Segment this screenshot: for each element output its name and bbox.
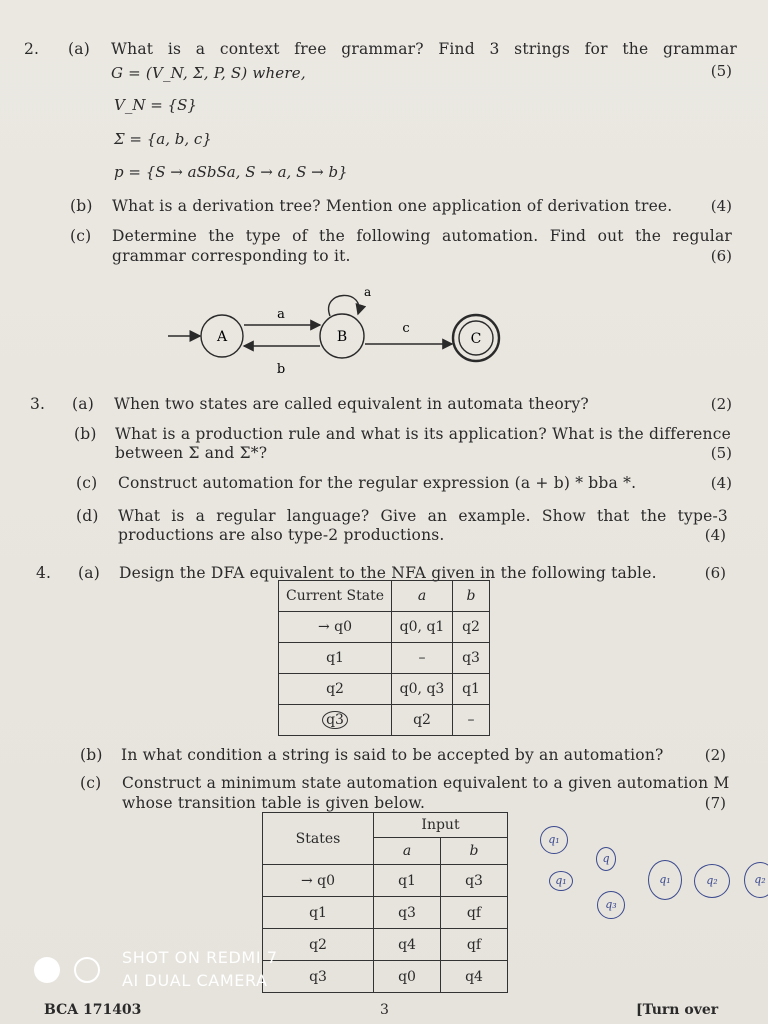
camera-watermark — [122, 946, 278, 992]
nfa-header-cell: Current State — [279, 581, 392, 612]
q2-vn: V_N = {S} — [114, 96, 197, 114]
q3b-marks: (5) — [710, 444, 732, 462]
q2-productions: p = {S → aSbSa, S → a, S → b} — [114, 163, 348, 181]
q3c-text: Construct automation for the regular expression (a + b) * bba *. — [118, 474, 637, 492]
watermark-dot-filled — [34, 957, 60, 983]
nfa-row — [279, 674, 490, 705]
q2a-line2: G = (V_N, Σ, P, S) where, — [111, 64, 306, 82]
dfa-table — [262, 812, 508, 993]
dfa-cell: qf — [441, 929, 508, 961]
nfa-cell: q0, q3 — [392, 674, 453, 705]
q3d-line1: What is a regular language? Give an example. Show that the type-3 — [118, 507, 728, 525]
q4c-marks: (7) — [704, 794, 726, 812]
q4c-line1: Construct a minimum state automation equivalent to a given automation M — [122, 774, 730, 792]
nfa-cell: q3 — [453, 643, 490, 674]
dfa-cell: → q0 — [263, 865, 374, 897]
q4c-line2: whose transition table is given below. — [122, 794, 426, 812]
q4-number: 4. — [36, 564, 52, 582]
q3a-label: (a) — [72, 395, 94, 413]
dfa-cell: q0 — [374, 961, 441, 993]
watermark-line1: SHOT ON REDMI 7 — [122, 948, 278, 967]
q3b-label: (b) — [74, 425, 97, 443]
q2b-text: What is a derivation tree? Mention one application of derivation tree. — [112, 197, 673, 215]
nfa-cell: – — [453, 705, 490, 736]
final-state-ring: q3 — [322, 711, 348, 729]
dfa-cell: q1 — [263, 897, 374, 929]
q4a-marks: (6) — [704, 564, 726, 582]
loop-b — [329, 295, 359, 316]
q3a-marks: (2) — [710, 395, 732, 413]
q2a-marks: (5) — [710, 62, 732, 80]
q4b-label: (b) — [80, 746, 103, 764]
nfa-cell-final — [279, 705, 392, 736]
q3b-line2: between Σ and Σ*? — [115, 444, 268, 462]
dfa-input-header: Input — [374, 813, 508, 838]
q2c-line1: Determine the type of the following automation. Find out the regular — [112, 227, 732, 245]
q3b-line1: What is a production rule and what is its application? What is the difference — [115, 425, 731, 443]
q2c-line2: grammar corresponding to it. — [112, 247, 351, 265]
q2-number: 2. — [24, 40, 40, 58]
dfa-col-header: b — [441, 838, 508, 865]
nfa-cell: q2 — [453, 612, 490, 643]
dfa-cell: q3 — [374, 897, 441, 929]
q2c-label: (c) — [70, 227, 92, 245]
handwritten-circle: q₁ — [549, 871, 573, 891]
nfa-header-cell: a — [392, 581, 453, 612]
dfa-col-header: a — [374, 838, 441, 865]
q2a-line1: What is a context free grammar? Find 3 strings for the grammar — [111, 40, 737, 58]
nfa-cell: q1 — [453, 674, 490, 705]
state-c-label: C — [470, 331, 482, 347]
state-a-label: A — [216, 329, 228, 345]
dfa-states-header: States — [263, 813, 374, 865]
nfa-table — [278, 580, 490, 736]
nfa-cell: q2 — [279, 674, 392, 705]
q3d-line2: productions are also type-2 productions. — [118, 526, 445, 544]
dfa-cell: q4 — [441, 961, 508, 993]
handwritten-circle: q₁ — [648, 860, 682, 900]
nfa-cell: q2 — [392, 705, 453, 736]
handwritten-circle: q₂ — [694, 864, 730, 898]
nfa-cell: – — [392, 643, 453, 674]
q4c-label: (c) — [80, 774, 102, 792]
q2a-label: (a) — [68, 40, 90, 58]
watermark-line2: AI DUAL CAMERA — [122, 971, 268, 990]
nfa-row — [279, 705, 490, 736]
q2-sigma: Σ = {a, b, c} — [114, 130, 212, 148]
dfa-cell: q2 — [263, 929, 374, 961]
state-b-label: B — [336, 329, 348, 345]
dfa-cell: q3 — [263, 961, 374, 993]
course-code: BCA 171403 — [44, 1002, 142, 1018]
dfa-cell: q1 — [374, 865, 441, 897]
watermark-dot-ring — [74, 957, 100, 983]
q3d-label: (d) — [76, 507, 99, 525]
nfa-cell: q1 — [279, 643, 392, 674]
dfa-row — [263, 929, 508, 961]
q3-number: 3. — [30, 395, 46, 413]
dfa-row — [263, 961, 508, 993]
handwritten-circle: q₁ — [540, 826, 568, 854]
nfa-header-row — [279, 581, 490, 612]
nfa-cell: q0, q1 — [392, 612, 453, 643]
q3d-marks: (4) — [704, 526, 726, 544]
dfa-cell: q4 — [374, 929, 441, 961]
turn-over: [Turn over — [636, 1002, 719, 1018]
dfa-cell: qf — [441, 897, 508, 929]
nfa-row — [279, 612, 490, 643]
q4a-text: Design the DFA equivalent to the NFA given in the following table. — [119, 564, 657, 582]
nfa-header-cell: b — [453, 581, 490, 612]
dfa-header-row — [263, 813, 508, 838]
nfa-row — [279, 643, 490, 674]
q4b-marks: (2) — [704, 746, 726, 764]
dfa-row — [263, 897, 508, 929]
page-number: 3 — [380, 1002, 389, 1018]
edge-b-to-a-label: b — [276, 362, 286, 377]
loop-b-label: a — [364, 285, 372, 299]
automaton-diagram — [160, 280, 520, 380]
q2b-marks: (4) — [710, 197, 732, 215]
handwritten-circle: q₂ — [744, 862, 768, 898]
nfa-cell: → q0 — [279, 612, 392, 643]
handwritten-circle: q — [596, 847, 616, 871]
q4a-label: (a) — [78, 564, 100, 582]
handwritten-circle: q₃ — [597, 891, 625, 919]
q4b-text: In what condition a string is said to be accepted by an automation? — [121, 746, 664, 764]
edge-b-to-c-label: c — [402, 321, 410, 336]
q2b-label: (b) — [70, 197, 93, 215]
q2c-marks: (6) — [710, 247, 732, 265]
q3c-marks: (4) — [710, 474, 732, 492]
edge-a-to-b-label: a — [277, 307, 285, 322]
dfa-cell: q3 — [441, 865, 508, 897]
dfa-row — [263, 865, 508, 897]
q3c-label: (c) — [76, 474, 98, 492]
q3a-text: When two states are called equivalent in automata theory? — [114, 395, 589, 413]
